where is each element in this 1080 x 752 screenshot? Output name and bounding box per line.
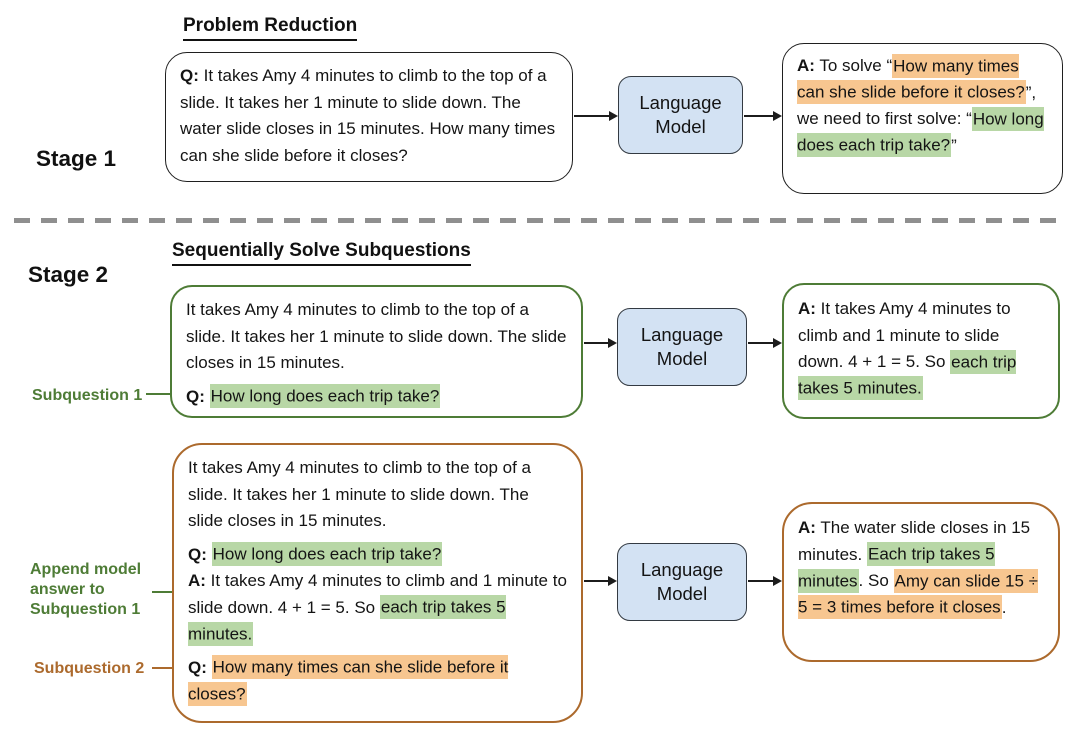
- stage-divider: [14, 218, 1067, 223]
- stage1-answer-text: A: To solve “How many times can she slide before it closes?”, we need to first solve: “How long does each trip take?”: [797, 53, 1048, 159]
- subquestion1-connector: [146, 393, 173, 395]
- stage1-label: Stage 1: [36, 146, 117, 171]
- stage2-combined-question-box: [172, 443, 583, 723]
- stage2-answer-box-1: [782, 283, 1060, 419]
- subquestion2-text: [188, 655, 567, 708]
- highlight-green: How long does each trip take?: [210, 384, 441, 408]
- q-prefix: Q:: [188, 544, 207, 564]
- q-prefix: Q:: [186, 386, 205, 406]
- stage2-label: Stage 2: [28, 262, 109, 287]
- q-prefix: Q:: [180, 66, 199, 85]
- stage1-question-text: Q: It takes Amy 4 minutes to climb to the top of a slide. It takes her 1 minute to slide down. The water slide closes in 15 minutes. How many times can she slide before it closes?: [180, 66, 556, 165]
- highlight-green: each trip takes 5 minutes.: [188, 595, 506, 646]
- subquestion2-label: Subquestion 2: [34, 660, 145, 677]
- a-prefix: A:: [188, 571, 206, 590]
- language-model-label: Language Model: [639, 92, 722, 137]
- language-model-box-row2: [617, 543, 747, 621]
- language-model-box-stage1: [618, 76, 743, 154]
- highlight-green: Each trip takes 5 minutes: [798, 542, 995, 593]
- subquestion1-label: Subquestion 1: [32, 387, 143, 404]
- language-model-box-row1: [617, 308, 747, 386]
- stage2-title: Sequentially Solve Subquestions: [172, 240, 471, 266]
- arrow-right-icon: [574, 115, 610, 117]
- arrow-right-icon: [744, 115, 774, 117]
- a-prefix: A:: [798, 299, 816, 318]
- highlight-green: How long does each trip take?: [212, 542, 443, 566]
- a-prefix: A:: [798, 518, 816, 537]
- highlight-orange: Amy can slide 15 ÷ 5 = 3 times before it closes: [798, 569, 1038, 620]
- stage1-question-box: [165, 52, 573, 182]
- subquestion1-text: [186, 384, 567, 411]
- highlight-orange: How many times can she slide before it closes?: [797, 54, 1026, 105]
- subquestion1-and-answer-text: Q: How long does each trip take? A: It takes Amy 4 minutes to climb and 1 minute to slide down. 4 + 1 = 5. So each trip takes 5 minutes.: [188, 542, 567, 648]
- highlight-green: each trip takes 5 minutes.: [798, 350, 1016, 401]
- a-prefix: A:: [797, 56, 815, 75]
- arrow-right-icon: [748, 580, 774, 582]
- context-text: It takes Amy 4 minutes to climb to the top of a slide. It takes her 1 minute to slide down. The slide closes in 15 minutes.: [188, 458, 531, 530]
- arrow-right-icon: [748, 342, 774, 344]
- stage2-question-box-1: [170, 285, 583, 418]
- stage2-answer-box-2: [782, 502, 1060, 662]
- answer2-text: A: The water slide closes in 15 minutes. Each trip takes 5 minutes. So Amy can slide 15 ÷ 5 = 3 times before it closes.: [798, 515, 1044, 621]
- context-text: It takes Amy 4 minutes to climb to the top of a slide. It takes her 1 minute to slide down. The slide closes in 15 minutes.: [186, 300, 567, 372]
- language-model-label: Language Model: [640, 559, 724, 604]
- language-model-label: Language Model: [640, 324, 724, 369]
- highlight-orange: How many times can she slide before it closes?: [188, 655, 508, 706]
- problem-reduction-title: Problem Reduction: [183, 15, 357, 41]
- answer1-text: A: It takes Amy 4 minutes to climb and 1 minute to slide down. 4 + 1 = 5. So each trip takes 5 minutes.: [798, 296, 1044, 402]
- q-prefix: Q:: [188, 657, 207, 677]
- highlight-green: How long does each trip take?: [797, 107, 1044, 158]
- arrow-right-icon: [584, 580, 609, 582]
- stage1-answer-box: [782, 43, 1063, 194]
- append-answer-label: Append model answer to Subquestion 1: [30, 561, 142, 618]
- arrow-right-icon: [584, 342, 609, 344]
